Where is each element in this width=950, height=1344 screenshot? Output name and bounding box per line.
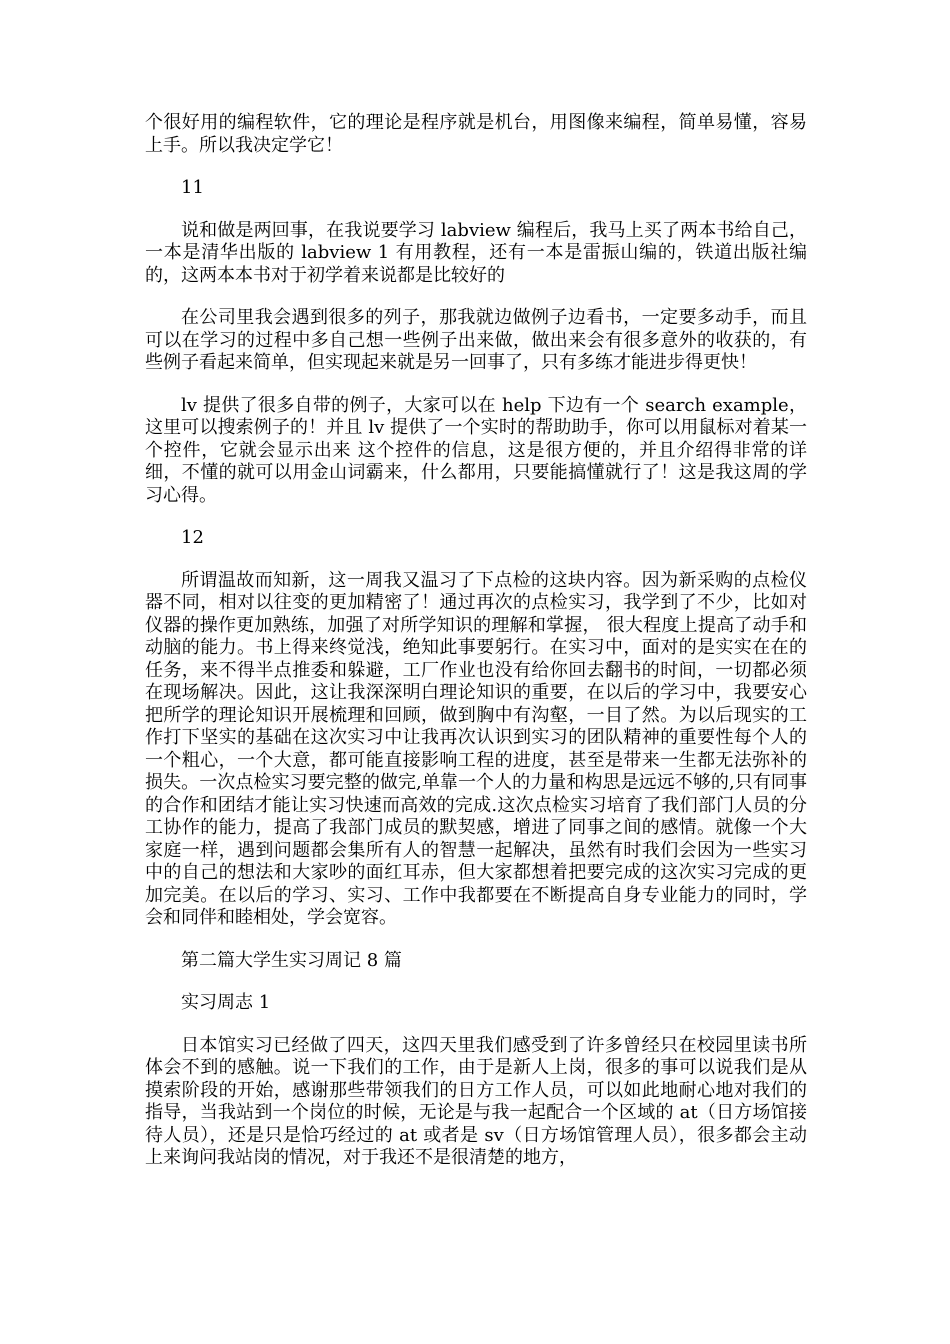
- paragraph-japan-pavilion: 日本馆实习已经做了四天，这四天里我们感受到了许多曾经只在校园里读书所体会不到的感触。说一下我们的工作，由于是新人上岗，很多的事可以说我们是从摸索阶段的开始，感谢那些带领我们的日方工作人员，可以如此地耐心地对我们的指导，当我站到一个岗位的时候，无论是与我一起配合一个区域的 at（日方场馆接待人员），还是只是恰巧经过的 at 或者是 sv（日方场馆管理人员），很多都会主动上来询问我站岗的情况，对于我还不是很清楚的地方，: [145, 1034, 807, 1168]
- section-number-12: 12: [181, 527, 204, 548]
- journal-title-week-1: 实习周志 1: [181, 992, 271, 1013]
- paragraph-labview-books: 说和做是两回事，在我说要学习 labview 编程后，我马上买了两本书给自己，一本是清华出版的 labview 1 有用教程，还有一本是雷振山编的，铁道出版社编的，这两本本书对于初学着来说都是比较好的: [145, 219, 807, 286]
- document-page: [145, 112, 807, 1170]
- paragraph-lv-examples: lv 提供了很多自带的例子，大家可以在 help 下边有一个 search example，这里可以搜索例子的！并且 lv 提供了一个实时的帮助助手，你可以用鼠标对着某一个控件，它就会显示出来 这个控件的信息，这是很方便的，并且介绍得非常的详细，不懂的就可以用金山词霸来，什么都用，只要能搞懂就行了！这是我这周的学习心得。: [145, 394, 807, 506]
- article-title-second: 第二篇大学生实习周记 8 篇: [181, 949, 402, 971]
- section-number-11: 11: [181, 177, 204, 198]
- paragraph-intro-continuation: 个很好用的编程软件，它的理论是程序就是机台，用图像来编程，简单易懂，容易上手。所以我决定学它！: [145, 112, 807, 156]
- paragraph-company-examples: 在公司里我会遇到很多的列子，那我就边做例子边看书，一定要多动手，而且可以在学习的过程中多自己想一些例子出来做，做出来会有很多意外的收获的，有些例子看起来简单，但实现起来就是另一回事了，只有多练才能进步得更快！: [145, 307, 807, 373]
- paragraph-inspection-review: 所谓温故而知新，这一周我又温习了下点检的这块内容。因为新采购的点检仪器不同，相对以往变的更加精密了！通过再次的点检实习，我学到了不少，比如对仪器的操作更加熟练，加强了对所学知识的理解和掌握， 很大程度上提高了动手和动脑的能力。书上得来终觉浅，绝知此事要躬行。在实习中，面对的是实实在在的任务，来不得半点推委和躲避，工厂作业也没有给你回去翻书的时间，一切都必须在现场解决。因此，这让我深深明白理论知识的重要，在以后的学习中，我要安心把所学的理论知识开展梳理和回顾，做到胸中有沟壑，一目了然。为以后现实的工作打下坚实的基础在这次实习中让我再次认识到实习的团队精神的重要性每个人的一个粗心，一个大意，都可能直接影响工程的进度，甚至是带来一生都无法弥补的损失。一次点检实习要完整的做完,单靠一个人的力量和构思是远远不够的,只有同事的合作和团结才能让实习快速而高效的完成.这次点检实习培育了我们部门人员的分工协作的能力，提高了我部门成员的默契感，增进了同事之间的感情。就像一个大家庭一样，遇到问题都会集所有人的智慧一起解决，虽然有时我们会因为一些实习中的自己的想法和大家吵的面红耳赤，但大家都想着把要完成的这次实习完成的更加完美。在以后的学习、实习、工作中我都要在不断提高自身专业能力的同时，学会和同伴和睦相处，学会宽容。: [145, 569, 807, 928]
